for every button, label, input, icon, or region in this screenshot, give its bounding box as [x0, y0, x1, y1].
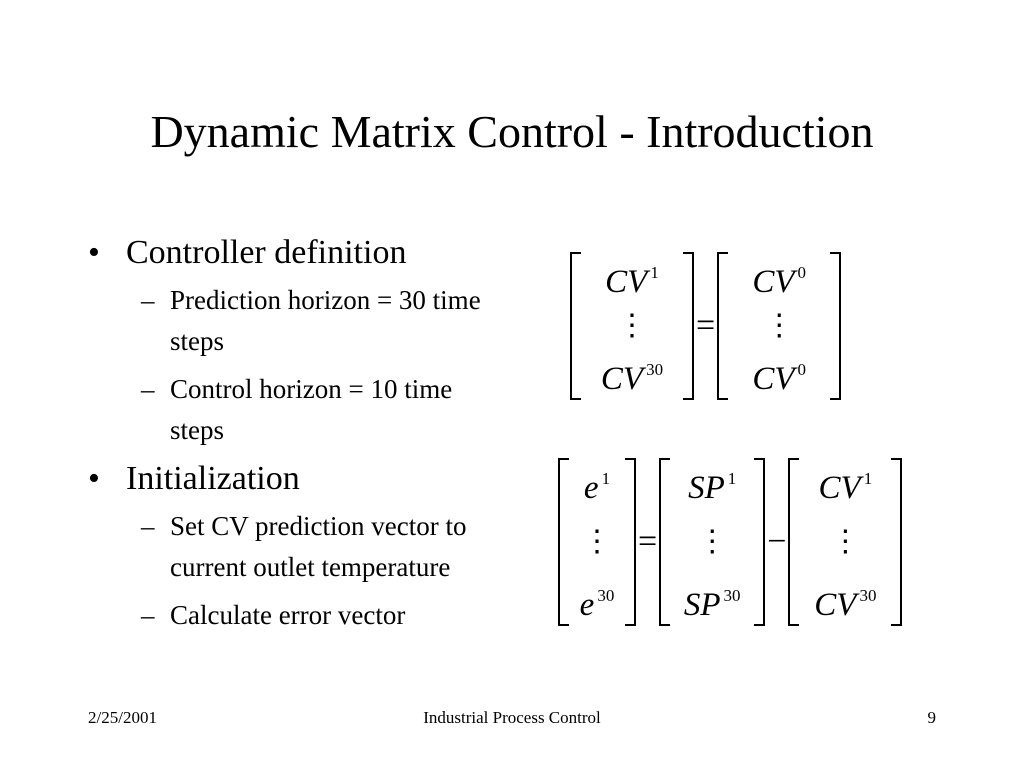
sub-bullet-text: Set CV prediction vector to current outlet temperature [170, 511, 467, 582]
equals-sign: = [696, 307, 716, 344]
matrix-entry-bottom: CV $^{30}$ [600, 360, 664, 397]
matrix-entry-top: CV $^1$ [605, 263, 659, 300]
bullet-dot-icon: • [88, 234, 100, 271]
matrix-entry-bottom: CV $^0$ [752, 360, 807, 397]
dash-icon: – [141, 285, 155, 315]
vdots-icon: ⋮ [582, 525, 612, 558]
matrix-setpoint [659, 458, 765, 626]
bullet-text: Controller definition [126, 234, 407, 271]
sub-bullet-prediction-horizon [88, 280, 508, 362]
bullet-controller-definition [88, 232, 508, 274]
bullet-initialization [88, 458, 508, 500]
matrix-entry-top: CV $^1$ [818, 469, 873, 506]
equation-error-vector [558, 458, 902, 626]
sub-bullet-text: Prediction horizon = 30 time steps [170, 285, 481, 356]
matrix-cv-prediction [788, 458, 902, 626]
vdots-icon: ⋮ [617, 309, 647, 342]
matrix-entry-bottom: e $^{30}$ [579, 586, 615, 623]
sub-bullet-text: Calculate error vector [170, 600, 406, 630]
footer-title: Industrial Process Control [423, 708, 601, 727]
vdots-icon: ⋮ [764, 309, 795, 342]
bullet-text: Initialization [126, 460, 300, 497]
sub-bullet-calculate-error [88, 595, 508, 636]
vdots-icon: ⋮ [697, 525, 728, 558]
sub-bullet-set-cv-prediction [88, 506, 508, 588]
matrix-entry-top: CV $^0$ [752, 263, 807, 300]
footer-date: 2/25/2001 [88, 708, 157, 727]
matrix-entry-bottom: CV $^{30}$ [814, 586, 877, 623]
equals-sign: = [638, 523, 658, 560]
vdots-icon: ⋮ [830, 525, 861, 558]
bullet-dot-icon: • [88, 460, 100, 497]
matrix-entry-top: e $^1$ [583, 469, 611, 506]
matrix-cv-current [717, 252, 841, 400]
slide-title: Dynamic Matrix Control - Introduction [150, 106, 874, 157]
matrix-entry-bottom: SP $^{30}$ [683, 586, 741, 623]
minus-sign: − [767, 523, 787, 560]
sub-bullet-text: Control horizon = 10 time steps [170, 374, 453, 445]
footer-page-number: 9 [927, 708, 936, 727]
dash-icon: – [141, 600, 155, 630]
matrix-cv-prediction [570, 252, 694, 400]
dash-icon: – [141, 511, 155, 541]
sub-bullet-control-horizon [88, 369, 508, 451]
matrix-entry-top: SP $^1$ [688, 469, 737, 506]
matrix-error [558, 458, 636, 626]
dash-icon: – [141, 374, 155, 404]
bullet-list [88, 232, 508, 643]
equation-cv-initialization [570, 252, 841, 400]
